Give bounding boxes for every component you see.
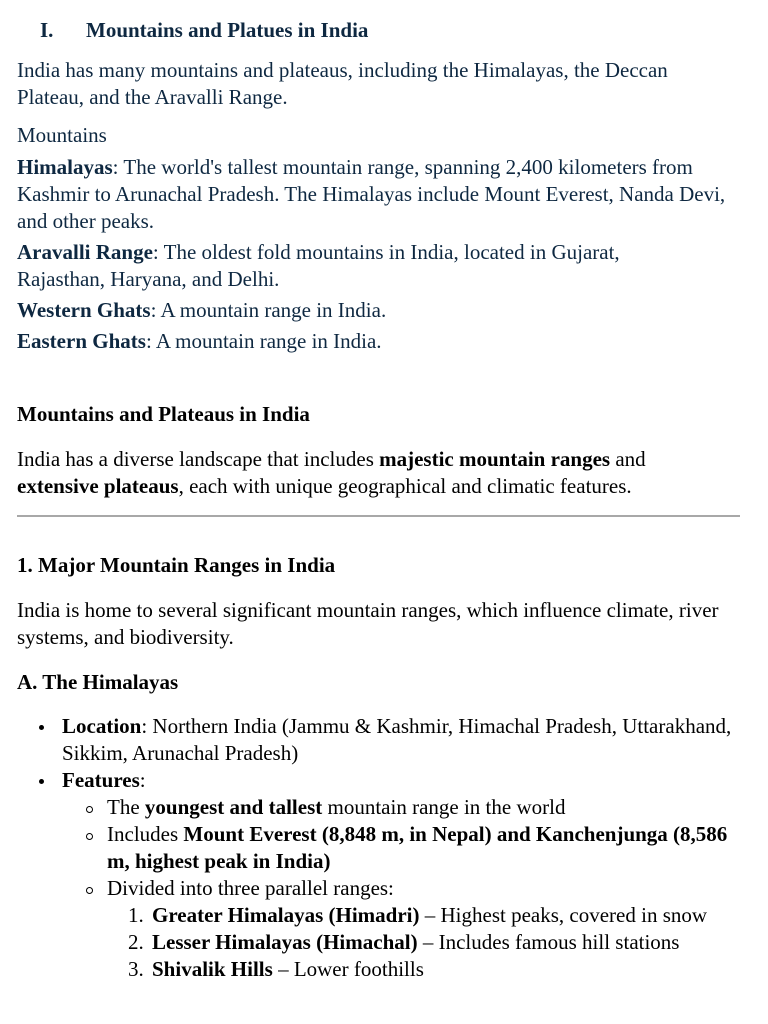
features-list xyxy=(62,794,737,983)
range-name: Greater Himalayas (Himadri) xyxy=(152,903,420,927)
intro-bold: majestic mountain ranges xyxy=(379,447,611,471)
range-item xyxy=(107,902,737,929)
range-number: 1. xyxy=(128,903,144,927)
section-heading xyxy=(40,17,368,44)
range-desc: – Highest peaks, covered in snow xyxy=(419,903,708,927)
section-intro: India has many mountains and plateaus, including the Himalayas, the Deccan Plateau, and the Aravalli Range. xyxy=(17,58,668,109)
major-ranges-intro: India is home to several significant mountain ranges, which influence climate, river systems, and biodiversity. xyxy=(17,598,719,649)
feature-item xyxy=(62,875,737,983)
item-aravalli xyxy=(17,239,697,293)
plateaus-heading: Mountains and Plateaus in India xyxy=(17,402,310,426)
location-label: Location xyxy=(62,714,142,738)
feature-bold: youngest and tallest xyxy=(144,795,323,819)
item-desc: : A mountain range in India. xyxy=(150,298,387,322)
feature-text: Divided into three parallel ranges: xyxy=(107,876,394,900)
intro-text: , each with unique geographical and climatic features. xyxy=(178,474,632,498)
item-eastern-ghats xyxy=(17,328,732,355)
item-himalayas xyxy=(17,154,732,235)
item-desc: : A mountain range in India. xyxy=(145,329,382,353)
range-number: 2. xyxy=(128,930,144,954)
range-item xyxy=(107,929,737,956)
item-term: Western Ghats xyxy=(17,298,151,322)
subheading-mountains: Mountains xyxy=(17,123,107,147)
himalayas-list xyxy=(17,713,737,983)
horizontal-divider xyxy=(17,515,740,517)
item-term: Aravalli Range xyxy=(17,240,153,264)
feature-bold: Mount Everest (8,848 m, in Nepal) and Kanchenjunga (8,586 m, highest peak in India) xyxy=(107,822,728,873)
item-term: Himalayas xyxy=(17,155,113,179)
range-name: Lesser Himalayas (Himachal) xyxy=(152,930,418,954)
range-name: Shivalik Hills xyxy=(152,957,273,981)
plateaus-intro xyxy=(17,446,732,500)
item-desc: : The world's tallest mountain range, spanning 2,400 kilometers from Kashmir to Arunachal Pradesh. The Himalayas include Mount Everest, Nanda Devi, and other peaks. xyxy=(17,155,726,233)
range-number: 3. xyxy=(128,957,144,981)
intro-text: India has a diverse landscape that includes xyxy=(17,447,380,471)
feature-text: The xyxy=(107,795,145,819)
features-label: Features xyxy=(62,768,140,792)
item-desc: : The oldest fold mountains in India, located in Gujarat, Rajasthan, Haryana, and Delhi. xyxy=(17,240,620,291)
feature-text: Includes xyxy=(107,822,184,846)
range-desc: – Lower foothills xyxy=(272,957,424,981)
feature-text: mountain range in the world xyxy=(322,795,566,819)
item-western-ghats xyxy=(17,297,732,324)
section-number: I. xyxy=(40,18,54,42)
list-item-location xyxy=(17,713,737,767)
item-term: Eastern Ghats xyxy=(17,329,146,353)
intro-bold: extensive plateaus xyxy=(17,474,179,498)
features-colon: : xyxy=(139,768,146,792)
list-item-features xyxy=(17,767,737,983)
section-title: Mountains and Platues in India xyxy=(86,18,369,42)
intro-text: and xyxy=(610,447,646,471)
range-item xyxy=(107,956,737,983)
himalayas-heading: A. The Himalayas xyxy=(17,670,179,694)
range-desc: – Includes famous hill stations xyxy=(417,930,680,954)
feature-item xyxy=(62,821,737,875)
major-ranges-heading: 1. Major Mountain Ranges in India xyxy=(17,553,336,577)
location-text: : Northern India (Jammu & Kashmir, Himachal Pradesh, Uttarakhand, Sikkim, Arunachal Pradesh) xyxy=(62,714,732,765)
ranges-list xyxy=(107,902,737,983)
feature-item xyxy=(62,794,737,821)
